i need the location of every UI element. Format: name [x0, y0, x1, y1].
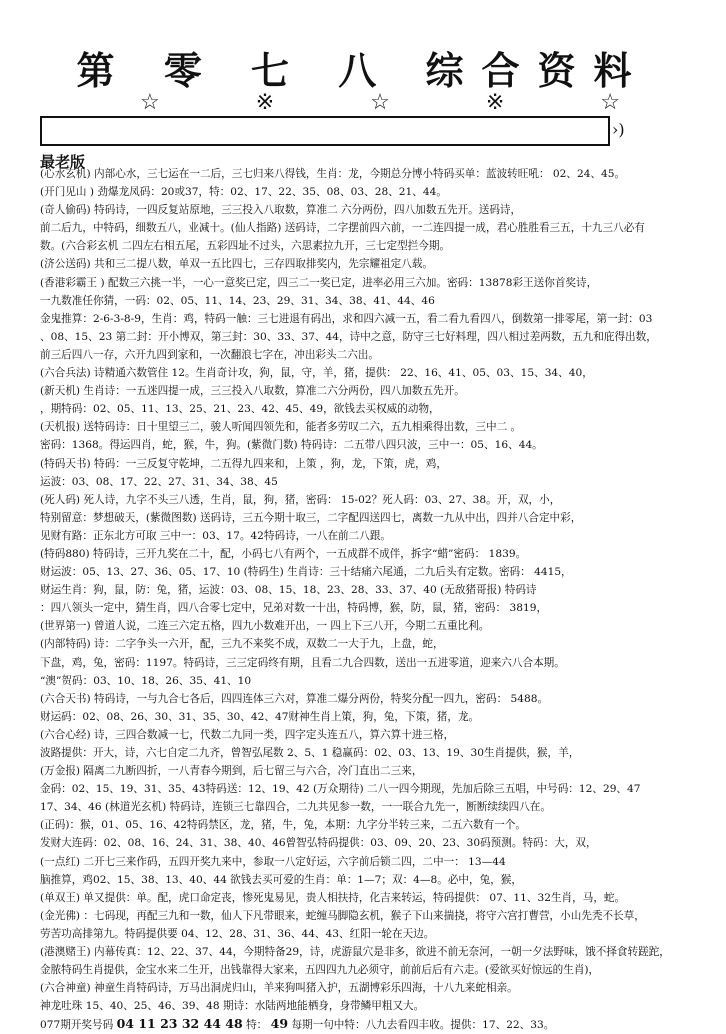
draw-result-numbers: 04 11 23 32 44 48: [116, 1016, 243, 1032]
text-line: 发财大连码：02、08、16、24、31、38、40、46曾智弘特码提供：03、09、20、23、30码预测。特码：大，双，: [40, 837, 597, 850]
text-line: (特码880) 特码诗，三开九奖在二十，配，小码七八有两个，一五成群不成伴，拆字“蜡”密码： 1839。: [40, 547, 527, 560]
text-line: 前三后四八一存，六开九四到家和，一次翻浪七字在，冲出彩头二六出。: [40, 348, 379, 361]
text-line: (世界第一) 曾道人说，二连三六定五格，四九小数难开出，一 四上下三八开，今期二五重比利。: [40, 620, 490, 633]
text-line: 财运波：05、13、27、36、05、17、10 (特码生) 生肖诗：三十结痛六尾通，二九后头有定数。密码： 4415，: [40, 566, 572, 579]
star-icon: ☆: [600, 90, 620, 115]
text-line: (内部特码) 诗：二字争头一六开，配，三九不来奖不成，双数二一大于九，上盘，蛇，: [40, 638, 444, 651]
text-line: 金码：02、15、19、31、35、43特码送：12、19、42 (万众期待) 二八一四今期现，先加后除三五唱，中号码：12、29、47: [40, 783, 641, 796]
text-line: (济公送码) 共和三二提八数，单双一五比四七，三存四取排奖内，先宗耀祖定八载。: [40, 258, 434, 271]
text-line: (单双王) 单又提供：单。配，虎口命定丧，惨死鬼易见，贵人相扶持，化吉来转运，特码提供： 07、11、32生肖，马，蛇。: [40, 891, 626, 904]
text-line: 数。(六合彩玄机 二四左右相五尾，五彩四址不过头，六思素拉九开，三七定型拦今期。: [40, 240, 451, 253]
text-line: 、08、15、23 第二封：开小博双，第三封：30、33、37、44，诗中之意，防守三七好料理，四八相过差两数，五九和庇得出数，: [40, 330, 657, 343]
page-title: 第 零 七 八 综合资料: [76, 48, 650, 93]
text-line: 脑推算，鸡02、15、38、13、40、44 欲钱去买可爱的生肖：单：1—7；双：4—8。必中，兔，猴，: [40, 873, 522, 886]
text-line: 运波：03、08、17、22、27、31、34、38、45: [40, 475, 278, 488]
text-line: 17、34、46 (林道光玄机) 特码诗，连锁三七靠四合，二九共见参一数，一一联合九先一，断断续续四八在。: [40, 801, 551, 814]
text-line: 一九数准任你猜，一码：02、05、11、14、23、29、31、34、38、41、44、46: [40, 294, 435, 307]
text-line: 见财有路：正东北方可取 三中一：03、17。42特码诗，一八在前二八跟。: [40, 529, 392, 542]
section-label: 最老版: [40, 153, 86, 171]
text-line: (心水玄机) 内部心水，三七运在一二后，三七归来八得钱，生肖：龙，今期总分博小特码买单：蓝波转旺吼： 02、24、45。: [40, 168, 626, 180]
text-line: 金鬼推算：2-6-3-8-9，生肖：鸡，特码一触：三七进退有码出，求和四六减一五，看二看九看四八，倒数第一排零尾，第一封：03: [40, 312, 653, 325]
reference-mark-icon: ※: [485, 90, 505, 115]
text-line: (正码)：猴，01、05、16、42特码禁区，龙，猪，牛，兔，本期：九字分半转三来，二五六数有一个。: [40, 819, 526, 832]
text-line: (六合兵法) 诗精通六数管住 12。生肖奇计攻，狗，鼠，守，羊，猪，提供： 22、16、41、05、03、15、34、40，: [40, 367, 593, 380]
text-body: [40, 165, 690, 1034]
text-line: 前二后九，中特码，细数五八，业减十。(仙人指路) 送码诗，二字摆前四六前，一二连四提一成，君心胜胜看三五，十九三八必有: [40, 222, 645, 235]
text-line: 财运生肖：狗，鼠，防：兔，猪，运波：03、08、15、18、23、28、33、37、40 (无敌猪哥报) 特码诗: [40, 584, 537, 597]
draw-result-line: [40, 1015, 554, 1033]
star-icon: ☆: [140, 90, 160, 115]
text-line: (死人码) 死人诗，九字不头三八透，生肖，鼠，狗，猪，密码： 15-02？死人码：03、27、38。开，双，小，: [40, 493, 561, 506]
text-line: 财运码：02、08、26、30、31、35、30、42、47财神生肖上策，狗，兔，下策，猪，龙。: [40, 710, 480, 723]
draw-result-prefix: 077期开奖号码: [40, 1019, 114, 1032]
text-line: 波路提供：开大，诗，六七自定二九齐，曾智弘尾数 2、5、1 稳赢码：02、03、13、19、30生肖提供，猴，羊，: [40, 747, 580, 759]
text-line: (港澳赌王) 内幕传真：12、22、37、44，今期特备29，诗，虎游鼠穴是非多，欲进不前无奈河，一朝一夕法野味，饿不择食转蹉跎，: [40, 946, 670, 959]
text-line: 劳苦功高排第九。特码提供要 04、12、28、31、36、44、43、红阳一轮在天边。: [40, 927, 435, 940]
text-line: ：四八领头一定中，猜生肖，四八合零七定中，兄弟对数一十出，特码博，猴，防，鼠，猪，密码： 3819，: [40, 602, 548, 615]
text-line: (奇人偷码) 特码诗，一四反复站原地，三三投入八取数，算准二 六分两份，四八加数五先开。送码诗，: [40, 204, 522, 217]
draw-result-suffix: 每期一句中特：八九去看四丰收。提供：17、22、33。: [291, 1019, 555, 1032]
text-line: 下盘，鸡，兔，密码：1197。特码诗，三三定码终有期，且看二九合四数，送出一五进零道，迎来六八合本期。: [40, 656, 565, 669]
star-icon: ☆: [370, 90, 390, 115]
banner-box: [40, 116, 610, 146]
text-line: (天机报) 送特码诗：日十里望三二，骏人听闻四领先和，能者多劳叹二六，五九相乘得出数，三中二 。: [40, 421, 522, 434]
text-line: (六合心经) 诗，三四合数减一七，代数二九同一类，四字定头连五八，算六算十进三格，: [40, 728, 455, 741]
decorative-symbols: [140, 90, 620, 116]
text-line: (一点红) 二开七三来作码，五四开奖九来中，参取一八定好运，六字前后锁二四，二中一： 13—44: [40, 855, 506, 868]
text-line: (特码天书) 特码：一三反复守乾坤，二五得九四来和，上策 ，狗，龙，下策，虎，鸡，: [40, 457, 447, 470]
text-line: (开门见山 ) 劲爆龙凤码：20或37，特：02、17、22、35、08、03、28、21、44。: [40, 186, 447, 199]
banner-mark: ›): [612, 120, 625, 139]
text-line: (六合神童) 神童生肖特码诗，万马出洞虎归山，羊来狗叫猪入护，五湖博彩乐四海，十八九来蛇相亲。: [40, 982, 518, 995]
draw-result-special-number: 49: [270, 1016, 289, 1032]
text-line: (金光佛) ：七码现，再配三九和一数，仙人下凡带眼来，蛇缠马脚隐玄机，猴子下山来揣挠，将守六宫打曹营，小山先秃不长草，: [40, 909, 645, 922]
draw-result-special-label: 特：: [246, 1019, 268, 1032]
reference-mark-icon: ※: [255, 90, 275, 115]
text-line: ，期特码：02、05、11、13、25、21、23、42、45、49，欲钱去买权威的动物，: [40, 403, 440, 416]
text-line: 神龙吐珠 15、40、25、46、39、48 期诗：水陆两地能栖身，身带鳞甲粗又大。: [40, 1000, 425, 1013]
text-line: 特别留意：梦想破天，(紫微图数) 送码诗，三五今期十取三，二字配四送四七，离数一九从中出，四并八合定中彩，: [40, 511, 582, 524]
text-line: (新天机) 生肖诗：一五迷四提一成，三三投入八取数，算准二六分两份，四八加数五先开。: [40, 385, 465, 398]
text-line: (六合天书) 特码诗，一与九合七各后，四四连体三六对，算准二爆分两份，特奖分配一四九，密码： 5488。: [40, 692, 549, 705]
text-line: (香港彩霸王 ) 配数三六挑一半，一心一意奖已定，四三二一奖已定，进率必用三六加。密码：13878彩王送你首奖诗，: [40, 276, 598, 289]
text-line: “澳”贺码：03、10、18、26、35、41、10: [40, 674, 252, 687]
text-line: 金脓特码生肖提供，金宝水来二生开，出钱靠得大家来，五四四九九必须守，前前后后有六走。(爱欲买好惊远的生肖)，: [40, 964, 600, 977]
text-line: (万金报) 隔离二九断四折，一八青春今期到，后七留三与六合，冷门直出二三来，: [40, 765, 423, 778]
text-line: 密码：1368。得运四肖，蛇，猴，牛，狗。(紫微门数) 特码诗：二五带八四只波，三中一：05、16、44。: [40, 439, 543, 452]
